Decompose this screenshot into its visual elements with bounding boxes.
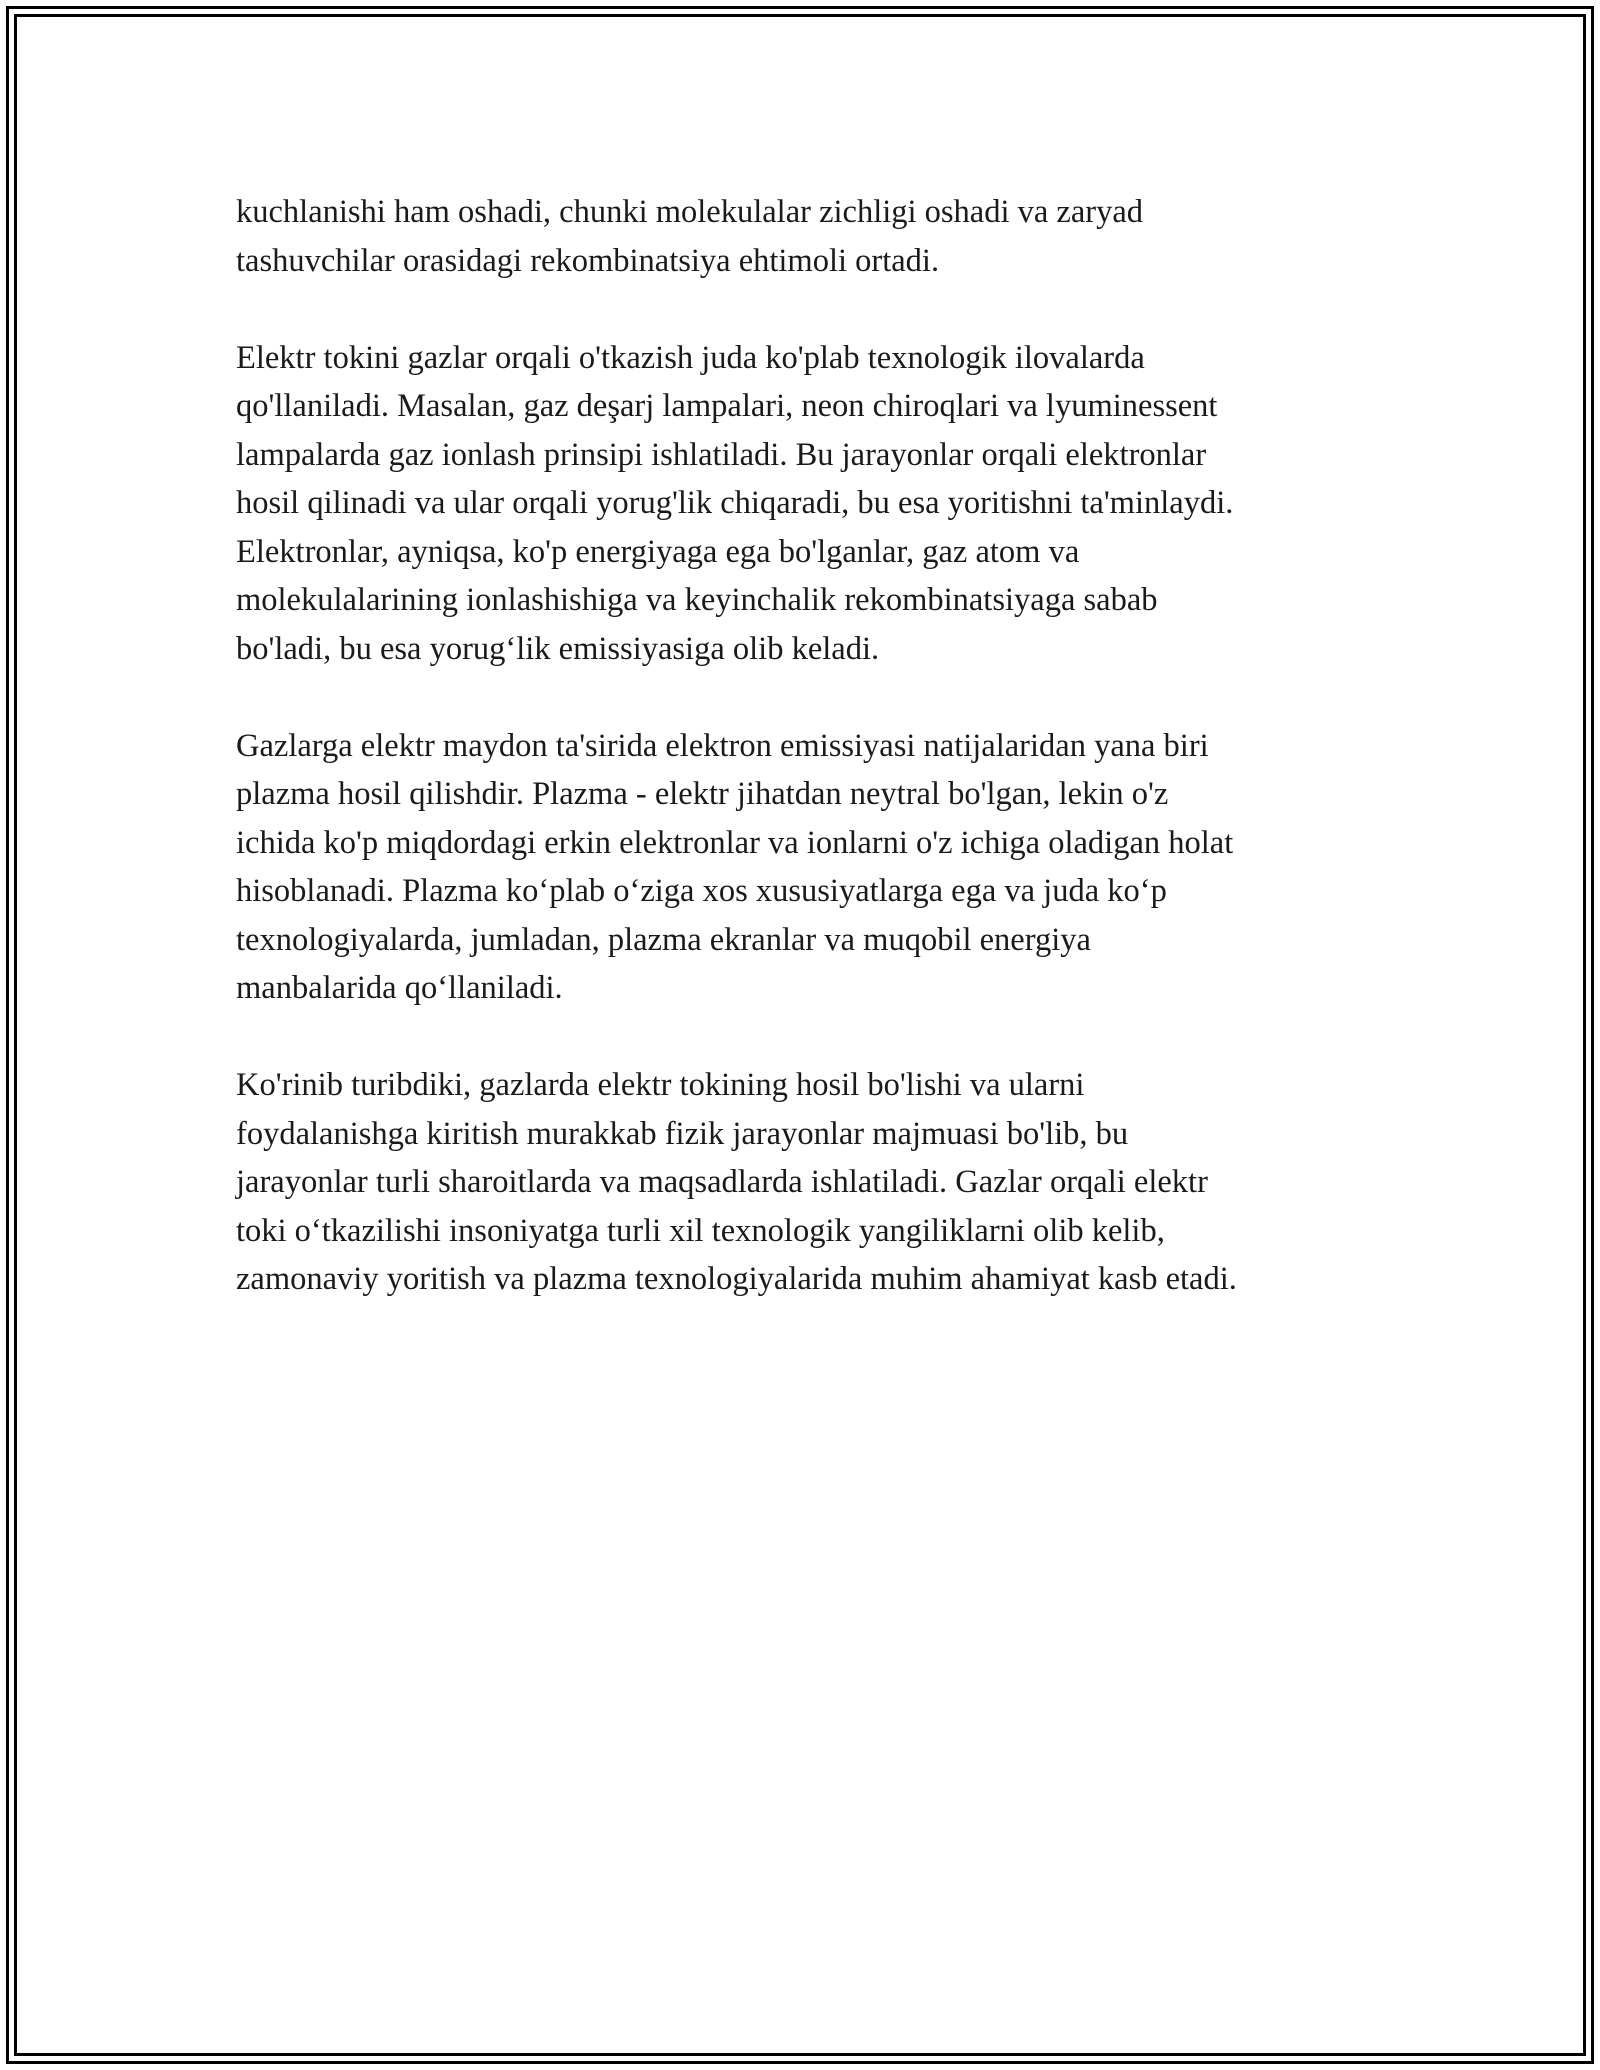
text-line: Gazlarga elektr maydon ta'sirida elektron emissiyasi natijalaridan yana biri bbox=[236, 727, 1209, 764]
text-line: kuchlanishi ham oshadi, chunki molekulalar zichligi oshadi va zaryad bbox=[236, 194, 1144, 230]
text-line: plazma hosil qilishdir. Plazma - elektr jihatdan neytral bo'lgan, lekin o'z bbox=[236, 776, 1169, 812]
paragraph-2 bbox=[236, 334, 1376, 674]
text-line: texnologiyalarda, jumladan, plazma ekranlar va muqobil energiya bbox=[236, 921, 1091, 958]
paragraph-4 bbox=[236, 1061, 1376, 1304]
paragraph-1 bbox=[236, 188, 1376, 285]
text-line: Elektronlar, ayniqsa, ko'p energiyaga ega bo'lganlar, gaz atom va bbox=[236, 533, 1080, 570]
text-line: molekulalarining ionlashishiga va keyinchalik rekombinatsiyaga sabab bbox=[236, 582, 1158, 618]
paragraph-3 bbox=[236, 722, 1376, 1013]
text-line: foydalanishga kiritish murakkab fizik jarayonlar majmuasi bo'lib, bu bbox=[236, 1115, 1129, 1152]
text-line: manbalarida qo‘llaniladi. bbox=[236, 970, 563, 1006]
text-line: hosil qilinadi va ular orqali yorug'lik chiqaradi, bu esa yoritishni ta'minlaydi. bbox=[236, 485, 1234, 521]
text-line: ichida ko'p miqdordagi erkin elektronlar va ionlarni o'z ichiga oladigan holat bbox=[236, 824, 1234, 861]
text-line: zamonaviy yoritish va plazma texnologiyalarida muhim ahamiyat kasb etadi. bbox=[236, 1261, 1237, 1297]
text-line: jarayonlar turli sharoitlarda va maqsadlarda ishlatiladi. Gazlar orqali elektr bbox=[236, 1164, 1208, 1200]
document-body bbox=[236, 188, 1376, 1352]
text-line: Ko'rinib turibdiki, gazlarda elektr tokining hosil bo'lishi va ularni bbox=[236, 1067, 1085, 1103]
text-line: hisoblanadi. Plazma ko‘plab o‘ziga xos xususiyatlarga ega va juda ko‘p bbox=[236, 873, 1167, 909]
text-line: tashuvchilar orasidagi rekombinatsiya ehtimoli ortadi. bbox=[236, 242, 940, 279]
text-line: toki o‘tkazilishi insoniyatga turli xil texnologik yangiliklarni olib kelib, bbox=[236, 1212, 1165, 1249]
text-line: bo'ladi, bu esa yorug‘lik emissiyasiga olib keladi. bbox=[236, 630, 880, 667]
text-line: lampalarda gaz ionlash prinsipi ishlatiladi. Bu jarayonlar orqali elektronlar bbox=[236, 436, 1207, 473]
text-line: Elektr tokini gazlar orqali o'tkazish juda ko'plab texnologik ilovalarda bbox=[236, 339, 1145, 376]
text-line: qo'llaniladi. Masalan, gaz deşarj lampalari, neon chiroqlari va lyuminessent bbox=[236, 388, 1218, 424]
